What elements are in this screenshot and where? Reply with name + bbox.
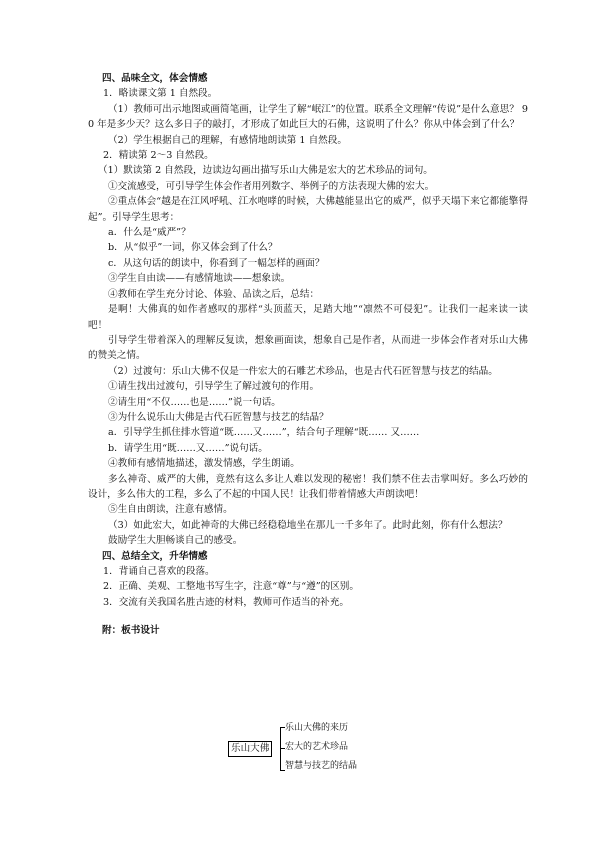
board-design: [228, 723, 398, 775]
summary-item-3: 3．交流有关我国名胜古迹的材料，教师可作适当的补充。: [103, 596, 349, 608]
paragraph: ②重点体会“越是在江风呼吼、江水咆哮的时候，大佛越能显出它的威严，似乎天塌下来它都能擎得起”。引导学生思考：: [88, 196, 528, 223]
question-a: a．什么是“威严”？: [108, 227, 191, 239]
paragraph: ③为什么说乐山大佛是古代石匠智慧与技艺的结晶？: [108, 411, 329, 423]
paragraph: a．引导学生抓住排水管道“既……又……”，结合句子理解“既…… 又……: [108, 427, 420, 439]
step-1: 1．略读课文第 1 自然段。: [103, 88, 218, 100]
paragraph: ②请生用“不仅……也是……”说一句话。: [108, 396, 281, 408]
paragraph: （1）教师可出示地图或画简笔画，让学生了解“岷江”的位置。联系全文理解“传说”是什么意思？ 90 年是多少天？这么多日子的敲打，才形成了如此巨大的石佛，这说明了什么？你从中体会到了什么？: [88, 103, 528, 131]
paragraph: ⑤生自由朗读，注意有感情。: [108, 504, 233, 516]
appendix-heading: 附：板书设计: [102, 625, 160, 637]
section-heading-2: 四、总结全文，升华情感: [102, 550, 208, 562]
paragraph: 引导学生带着深入的理解反复读，想象画面读，想象自己是作者，从而进一步体会作者对乐山大佛的赞美之情。: [88, 334, 528, 362]
paragraph: 鼓励学生大胆畅谈自己的感受。: [108, 535, 243, 547]
paragraph: （2）学生根据自己的理解，有感情地朗读第 1 自然段。: [108, 134, 347, 146]
document-body: [88, 71, 528, 639]
paragraph: （1）默读第 2 自然段，边读边勾画出描写乐山大佛是宏大的艺术珍品的词句。: [98, 165, 433, 177]
board-item: 乐山大佛的来历: [285, 723, 349, 733]
paragraph: 多么神奇、威严的大佛，竟然有这么多让人难以发现的秘密！我们禁不住去击掌叫好。多么巧妙的设计，多么伟大的工程，多么了不起的中国人民！让我们带着情感大声朗读吧！: [88, 473, 528, 500]
question-b: b．从“似乎”一词，你又体会到了什么？: [108, 242, 278, 254]
paragraph: 是啊！大佛真的如作者感叹的那样“头顶蓝天，足踏大地”“凛然不可侵犯”。让我们一起来读一读吧！: [88, 304, 528, 331]
paragraph: ④教师在学生充分讨论、体验、品读之后，总结：: [108, 288, 320, 300]
paragraph: b．请学生用“既……又……”说句话。: [108, 442, 268, 454]
paragraph: ④教师有感情地描述，激发情感，学生朗诵。: [108, 458, 300, 470]
step-2: 2．精读第 2～3 自然段。: [103, 150, 214, 162]
summary-item-1: 1．背诵自己喜欢的段落。: [103, 566, 215, 577]
paragraph: ①请生找出过渡句，引导学生了解过渡句的作用。: [108, 381, 320, 393]
board-title: 乐山大佛: [228, 741, 272, 757]
paragraph: （2）过渡句：乐山大佛不仅是一件宏大的石雕艺术珍品，也是古代石匠智慧与技艺的结晶。: [108, 365, 498, 377]
section-heading-1: 四、品味全文，体会情感: [102, 73, 208, 84]
board-item: 智慧与技艺的结晶: [285, 761, 358, 771]
question-c: c．从这句话的朗读中，你看到了一幅怎样的画面？: [108, 257, 325, 269]
paragraph: ③学生自由读——有感情地读——想象读。: [108, 273, 291, 285]
summary-item-2: 2．正确、美观、工整地书写生字，注意“尊”与“遵”的区别。: [103, 581, 359, 593]
paragraph: ①交流感受，可引导学生体会作者用列数字、举例子的方法表现大佛的宏大。: [108, 180, 435, 192]
board-item: 宏大的艺术珍品: [285, 742, 349, 752]
paragraph: （3）如此宏大，如此神奇的大佛已经稳稳地坐在那儿一千多年了。此时此刻，你有什么想法？: [108, 519, 508, 531]
